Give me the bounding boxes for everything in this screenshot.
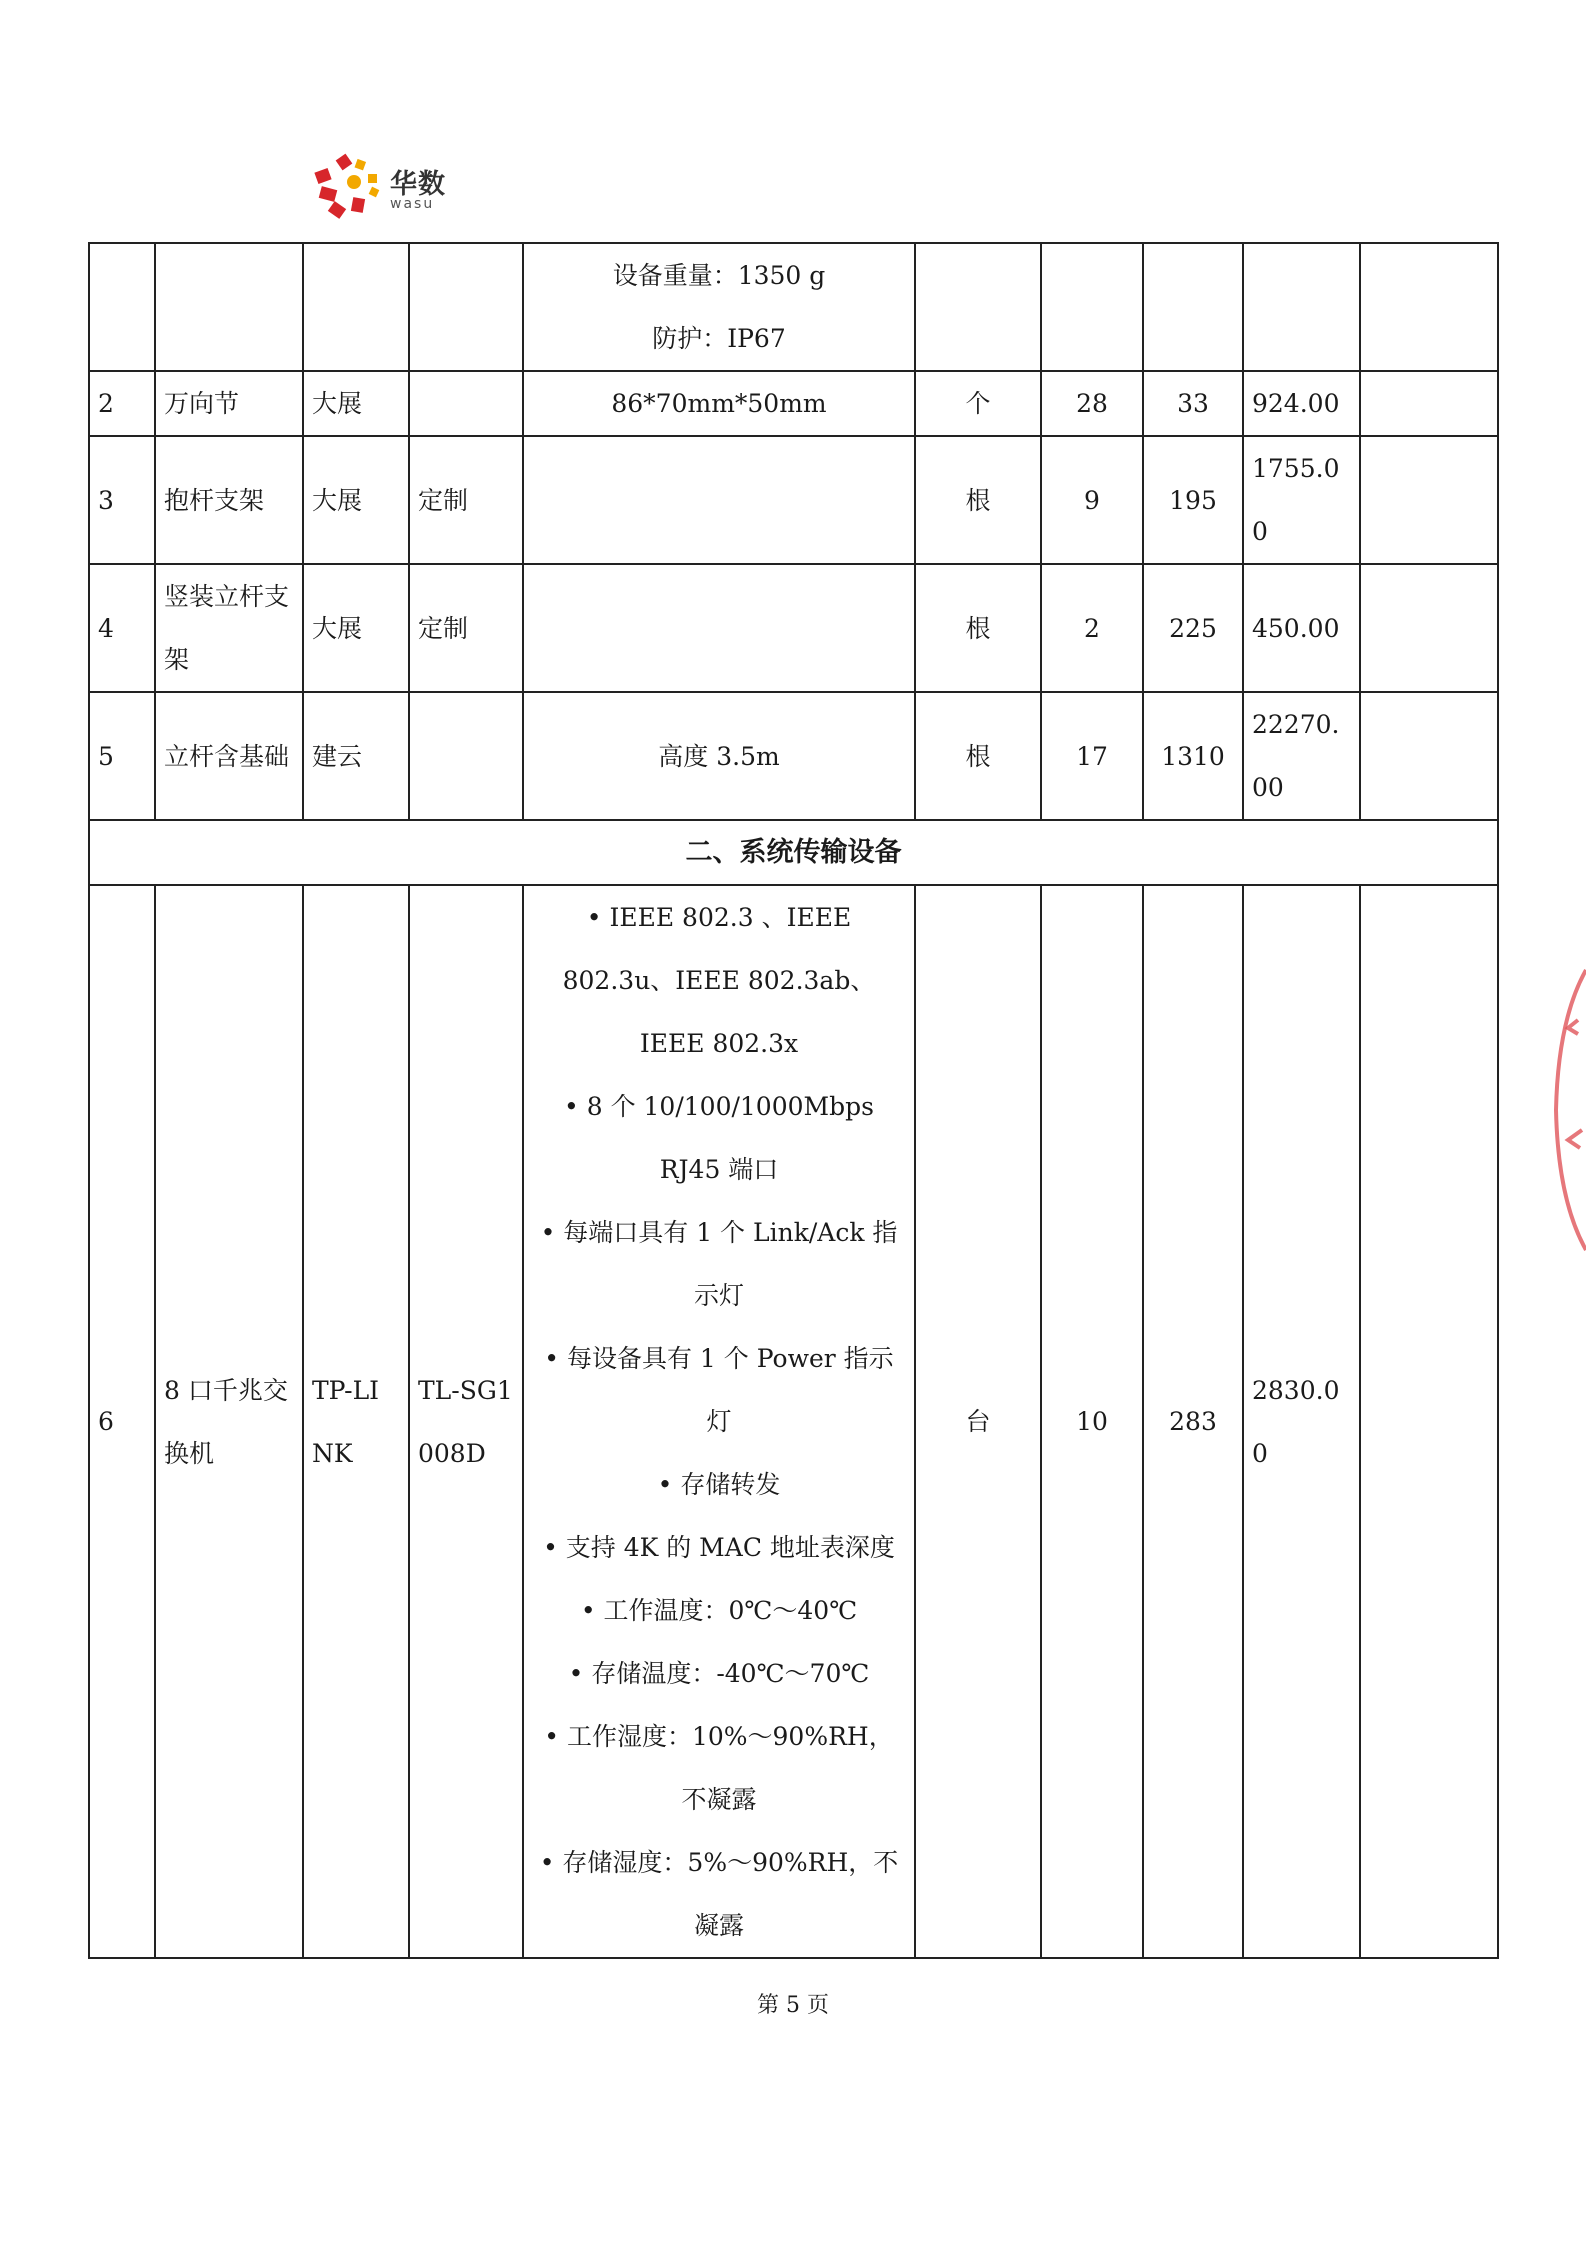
cell-unit — [915, 243, 1041, 371]
cell-brand: 大展 — [303, 371, 409, 436]
cell-model: TL-SG1008D — [409, 885, 523, 1958]
cell-brand: 建云 — [303, 692, 409, 820]
cell-spec — [523, 564, 915, 692]
spec-line: • 工作温度：0℃～40℃ — [580, 1596, 858, 1625]
spec-line: • IEEE 802.3 、IEEE 802.3u、IEEE 802.3ab、IEEE 802.3x — [562, 903, 876, 1058]
cell-brand: 大展 — [303, 436, 409, 564]
cell-spec: 86*70mm*50mm — [523, 371, 915, 436]
cell-model: 定制 — [409, 564, 523, 692]
cell-qty: 17 — [1041, 692, 1143, 820]
cell-qty: 10 — [1041, 885, 1143, 1958]
table-row — [89, 371, 1498, 436]
cell-brand: 大展 — [303, 564, 409, 692]
logo-subtext: wasu — [390, 196, 435, 212]
cell-unit: 根 — [915, 564, 1041, 692]
cell-no: 5 — [89, 692, 155, 820]
cell-spec — [523, 885, 915, 1958]
spec-line: • 存储湿度：5%～90%RH，不凝露 — [539, 1848, 899, 1940]
cell-qty: 9 — [1041, 436, 1143, 564]
spec-line: 设备重量：1350 g — [612, 261, 826, 290]
cell-brand — [303, 243, 409, 371]
cell-total — [1243, 243, 1360, 371]
cell-price: 195 — [1143, 436, 1243, 564]
spec-line: • 支持 4K 的 MAC 地址表深度 — [543, 1533, 895, 1562]
cell-remark — [1360, 243, 1498, 371]
spec-line: 防护：IP67 — [652, 324, 786, 353]
cell-price: 1310 — [1143, 692, 1243, 820]
spec-line: • 每设备具有 1 个 Power 指示灯 — [544, 1344, 894, 1436]
cell-total: 2830.00 — [1243, 885, 1360, 1958]
cell-model — [409, 371, 523, 436]
page-number: 第 5 页 — [757, 1993, 829, 2018]
cell-qty: 2 — [1041, 564, 1143, 692]
section-title: 二、系统传输设备 — [89, 820, 1498, 885]
cell-total: 22270.00 — [1243, 692, 1360, 820]
cell-model: 定制 — [409, 436, 523, 564]
cell-name: 抱杆支架 — [155, 436, 303, 564]
table-row-continued — [89, 243, 1498, 371]
cell-name: 万向节 — [155, 371, 303, 436]
table-row — [89, 692, 1498, 820]
cell-unit: 根 — [915, 436, 1041, 564]
cell-total: 1755.00 — [1243, 436, 1360, 564]
cell-qty — [1041, 243, 1143, 371]
cell-no — [89, 243, 155, 371]
spec-line: • 每端口具有 1 个 Link/Ack 指示灯 — [540, 1218, 898, 1310]
cell-no: 4 — [89, 564, 155, 692]
cell-remark — [1360, 564, 1498, 692]
spec-line: • 工作湿度：10%～90%RH，不凝露 — [544, 1722, 894, 1814]
section-header-row — [89, 820, 1498, 885]
cell-model — [409, 692, 523, 820]
cell-price: 225 — [1143, 564, 1243, 692]
cell-model — [409, 243, 523, 371]
cell-price — [1143, 243, 1243, 371]
cell-remark — [1360, 371, 1498, 436]
cell-remark — [1360, 692, 1498, 820]
cell-name: 竖装立杆支架 — [155, 564, 303, 692]
cell-name: 8 口千兆交换机 — [155, 885, 303, 1958]
cell-no: 3 — [89, 436, 155, 564]
seal-stamp-icon — [1548, 960, 1586, 1260]
cell-no: 2 — [89, 371, 155, 436]
equipment-table — [88, 242, 1499, 1959]
cell-spec — [523, 436, 915, 564]
cell-qty: 28 — [1041, 371, 1143, 436]
cell-price: 33 — [1143, 371, 1243, 436]
spec-line: • 存储温度：-40℃～70℃ — [568, 1659, 870, 1688]
table-row — [89, 885, 1498, 1958]
cell-no: 6 — [89, 885, 155, 1958]
cell-remark — [1360, 436, 1498, 564]
cell-unit: 个 — [915, 371, 1041, 436]
cell-total: 450.00 — [1243, 564, 1360, 692]
cell-name: 立杆含基础 — [155, 692, 303, 820]
cell-unit: 台 — [915, 885, 1041, 1958]
cell-spec: 高度 3.5m — [523, 692, 915, 820]
cell-unit: 根 — [915, 692, 1041, 820]
cell-brand: TP-LINK — [303, 885, 409, 1958]
cell-total: 924.00 — [1243, 371, 1360, 436]
cell-spec — [523, 243, 915, 371]
cell-name — [155, 243, 303, 371]
table-row — [89, 564, 1498, 692]
cell-remark — [1360, 885, 1498, 1958]
spec-line: • 8 个 10/100/1000Mbps RJ45 端口 — [564, 1092, 874, 1184]
logo-text: 华数 — [390, 169, 446, 200]
table-row — [89, 436, 1498, 564]
spec-line: • 存储转发 — [657, 1470, 781, 1499]
cell-price: 283 — [1143, 885, 1243, 1958]
